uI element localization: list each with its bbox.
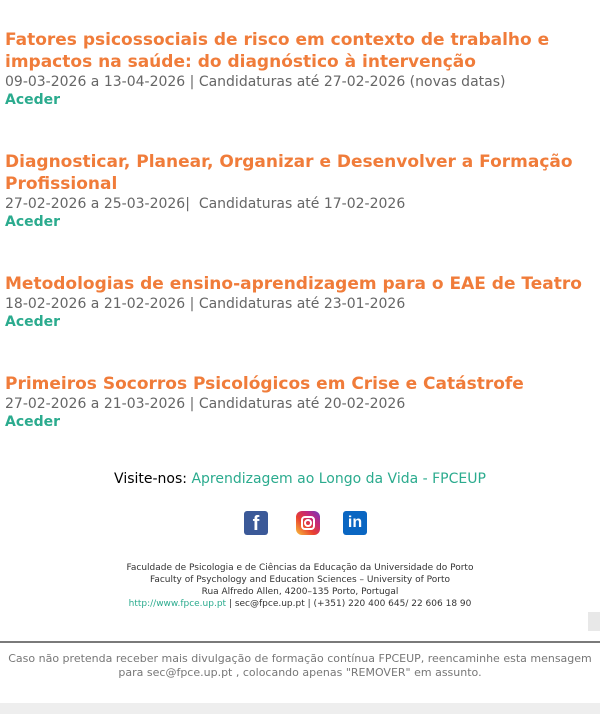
divider <box>0 641 600 643</box>
course-dates: 09-03-2026 a 13-04-2026 | Candidaturas até 27-02-2026 (novas datas) <box>5 74 506 90</box>
instagram-icon[interactable] <box>296 511 320 535</box>
course-access-link[interactable]: Aceder <box>5 314 61 330</box>
course-dates: 27-02-2026 a 25-03-2026| Candidaturas até 17-02-2026 <box>5 196 406 212</box>
course-title: Fatores psicossociais de risco em contexto de trabalho e impactos na saúde: do diagnóstico à intervenção <box>5 30 550 72</box>
website-link[interactable]: http://www.fpce.up.pt <box>128 599 227 609</box>
bottom-band <box>0 703 600 714</box>
fpceup-lifelong-learning-link[interactable]: Aprendizagem ao Longo da Vida - FPCEUP <box>191 471 486 487</box>
footer-contacts: | sec@fpce.up.pt | (+351) 220 400 645/ 22 606 18 90 <box>226 599 472 609</box>
course-dates: 18-02-2026 a 21-02-2026 | Candidaturas até 23-01-2026 <box>5 296 406 312</box>
facebook-icon[interactable]: f <box>244 511 268 535</box>
course-item <box>5 273 595 331</box>
course-item <box>5 373 595 431</box>
course-title: Primeiros Socorros Psicológicos em Crise e Catástrofe <box>5 374 524 394</box>
institution-footer <box>0 562 600 610</box>
visit-us-line <box>0 470 600 488</box>
course-access-link[interactable]: Aceder <box>5 414 61 430</box>
course-item <box>5 151 595 231</box>
social-links <box>0 511 600 537</box>
course-title: Metodologias de ensino-aprendizagem para o EAE de Teatro <box>5 274 582 294</box>
course-access-link[interactable]: Aceder <box>5 214 61 230</box>
visit-label: Visite-nos: <box>114 471 187 487</box>
footer-contacts-line <box>0 598 600 610</box>
linkedin-icon[interactable]: in <box>343 511 367 535</box>
footer-address: Rua Alfredo Allen, 4200–135 Porto, Portugal <box>201 587 399 597</box>
course-dates: 27-02-2026 a 21-03-2026 | Candidaturas até 20-02-2026 <box>5 396 406 412</box>
course-item <box>5 29 595 109</box>
footer-institution-pt: Faculdade de Psicologia e de Ciências da Educação da Universidade do Porto <box>126 563 474 573</box>
scroll-handle[interactable] <box>588 612 600 631</box>
unsubscribe-notice: Caso não pretenda receber mais divulgação de formação contínua FPCEUP, reencaminhe esta mensagem para sec@fpce.up.pt , colocando apenas "REMOVER" em assunto. <box>8 652 592 679</box>
footer-institution-en: Faculty of Psychology and Education Sciences – University of Porto <box>149 575 451 585</box>
course-access-link[interactable]: Aceder <box>5 92 61 108</box>
course-title: Diagnosticar, Planear, Organizar e Desenvolver a Formação Profissional <box>5 152 573 194</box>
